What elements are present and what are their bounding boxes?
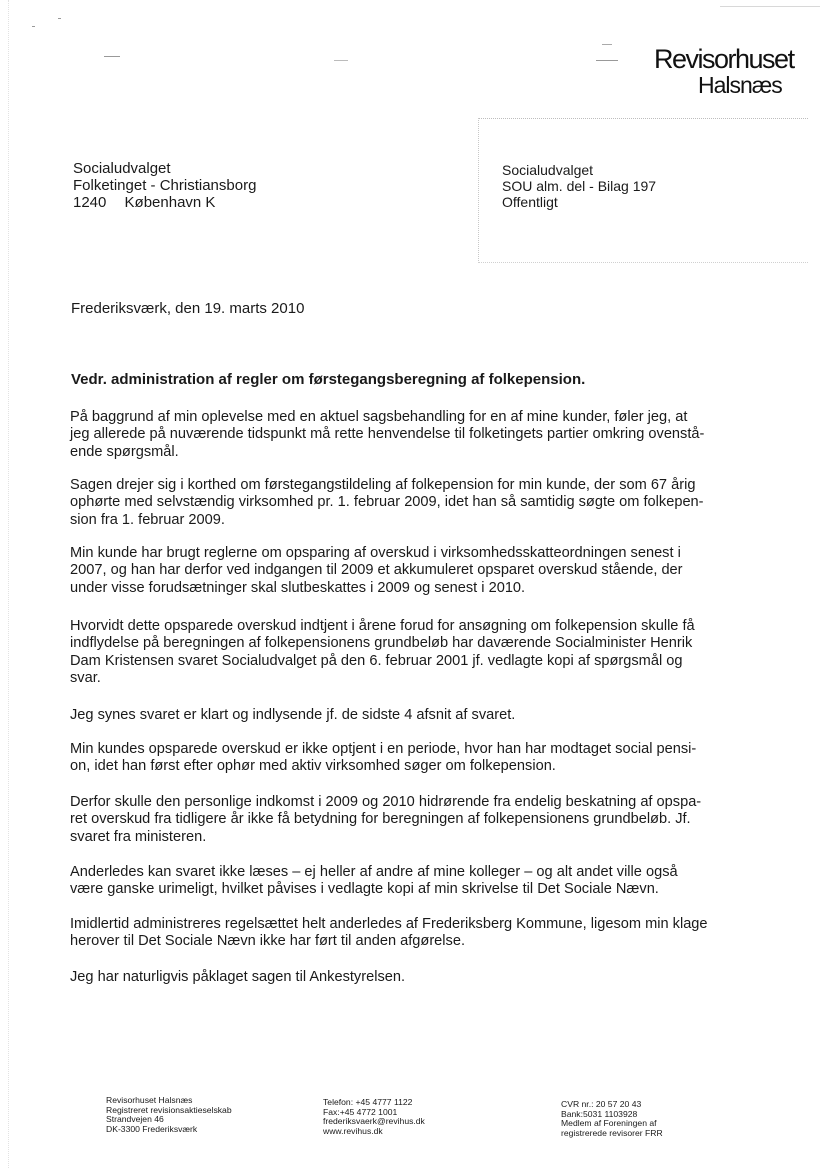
footer-line: www.revihus.dk	[323, 1125, 383, 1136]
text-line: ret overskud fra tidligere år ikke få betydning for beregningen af folkepensionens grundbeløb. Jf.	[70, 811, 691, 828]
scan-speck	[104, 56, 120, 57]
text-line: 2007, og han har derfor ved indgangen til 2009 et akkumuleret opsparet overskud stående, der	[70, 562, 683, 579]
body-paragraph-9	[70, 916, 736, 951]
text-line: ophørte med selvstændig virksomhed pr. 1. februar 2009, idet han så samtidig søgte om folkepen-	[70, 494, 704, 511]
reference-line: SOU alm. del - Bilag 197	[502, 178, 657, 194]
text-line: ende spørgsmål.	[70, 443, 179, 460]
scan-speck	[602, 44, 612, 45]
reference-block	[502, 162, 656, 210]
recipient-line: Folketinget - Christiansborg	[73, 177, 257, 194]
footer-line: Registreret revisionsaktieselskab	[106, 1104, 232, 1115]
body-paragraph-5	[70, 707, 736, 724]
logo-line-1: Revisorhuset	[654, 44, 794, 74]
footer-line: Fax:+45 4772 1001	[323, 1106, 398, 1117]
recipient-postal-code: 1240	[73, 194, 107, 211]
footer-line: registrerede revisorer FRR	[561, 1127, 663, 1138]
text-line: På baggrund af min oplevelse med en aktuel sagsbehandling for en af mine kunder, føler jeg, at	[70, 409, 688, 425]
footer-line: CVR nr.: 20 57 20 43	[561, 1099, 642, 1109]
company-logo	[648, 40, 798, 102]
text-line: Sagen drejer sig i korthed om førstegangstildeling af folkepension for min kunde, der som 67 årig	[70, 477, 696, 493]
scan-speck	[58, 18, 61, 19]
footer-company-info	[106, 1096, 232, 1134]
footer-line: frederiksvaerk@revihus.dk	[323, 1116, 425, 1127]
footer-contact-info	[323, 1098, 425, 1136]
body-paragraph-1	[70, 409, 736, 461]
scan-speck	[334, 60, 348, 61]
reference-line: Offentligt	[502, 194, 558, 210]
text-line: være ganske urimeligt, hvilket påvises i vedlagte kopi af min skrivelse til Det Sociale Nævn.	[70, 881, 659, 898]
text-line: sion fra 1. februar 2009.	[70, 511, 225, 528]
text-line: Dam Kristensen svaret Socialudvalget på den 6. februar 2001 jf. vedlagte kopi af spørgsmål og	[70, 652, 683, 669]
footer-line: Strandvejen 46	[106, 1114, 164, 1125]
text-line: Min kundes opsparede overskud er ikke optjent i en periode, hvor han har modtaget social pensi-	[70, 741, 697, 757]
text-line: Jeg synes svaret er klart og indlysende jf. de sidste 4 afsnit af svaret.	[70, 707, 516, 723]
footer-registration-info	[561, 1100, 663, 1138]
scan-speck	[596, 60, 618, 61]
text-line: svaret fra ministeren.	[70, 828, 207, 845]
text-line: jeg allerede på nuværende tidspunkt må rette henvendelse til folketingets partier omkring ovenstå-	[70, 426, 705, 443]
footer-line: Medlem af Foreningen af	[561, 1118, 657, 1129]
body-paragraph-6	[70, 741, 736, 776]
body-paragraph-8	[70, 864, 736, 899]
recipient-city-line	[73, 194, 256, 211]
letter-subject: Vedr. administration af regler om førstegangsberegning af folkepension.	[71, 371, 586, 388]
body-paragraph-10	[70, 969, 736, 986]
recipient-address	[73, 160, 256, 211]
text-line: under visse forudsætninger skal slutbeskattes i 2009 og senest i 2010.	[70, 579, 526, 596]
body-paragraph-7	[70, 794, 736, 846]
footer-line: Telefon: +45 4777 1122	[323, 1097, 413, 1107]
text-line: Hvorvidt dette opsparede overskud indtjent i årene forud for ansøgning om folkepension skulle få	[70, 618, 695, 634]
logo-line-2: Halsnæs	[698, 72, 782, 98]
body-paragraph-2	[70, 477, 736, 529]
text-line: Jeg har naturligvis påklaget sagen til Ankestyrelsen.	[70, 969, 406, 985]
text-line: Anderledes kan svaret ikke læses – ej heller af andre af mine kolleger – og alt andet ville også	[70, 864, 678, 880]
footer-line: DK-3300 Frederiksværk	[106, 1123, 198, 1134]
footer-line: Bank:5031 1103928	[561, 1108, 638, 1119]
recipient-city: København K	[124, 194, 216, 211]
text-line: indflydelse på beregningen af folkepensionens grundbeløb har daværende Socialminister Henrik	[70, 635, 693, 652]
text-line: herover til Det Sociale Nævn ikke har ført til anden afgørelse.	[70, 933, 466, 950]
reference-frame-top	[478, 118, 808, 119]
text-line: svar.	[70, 669, 101, 686]
footer-line: Revisorhuset Halsnæs	[106, 1095, 193, 1105]
text-line: Imidlertid administreres regelsættet helt anderledes af Frederiksberg Kommune, ligesom min klage	[70, 916, 708, 932]
text-line: Min kunde har brugt reglerne om opsparing af overskud i virksomhedsskatteordningen senest i	[70, 545, 681, 561]
recipient-line: Socialudvalget	[73, 160, 171, 177]
text-line: Derfor skulle den personlige indkomst i 2009 og 2010 hidrørende fra endelig beskatning af opspa-	[70, 794, 702, 810]
reference-frame-left	[478, 118, 479, 263]
scan-speck	[32, 26, 35, 27]
body-paragraph-4	[70, 618, 736, 687]
letter-date: Frederiksværk, den 19. marts 2010	[71, 300, 305, 317]
text-line: on, idet han først efter ophør med aktiv virksomhed søger om folkepension.	[70, 758, 556, 775]
reference-frame-bottom	[478, 262, 808, 263]
scan-edge-line	[8, 0, 9, 1168]
body-paragraph-3	[70, 545, 736, 597]
scan-top-edge	[720, 6, 820, 7]
reference-line: Socialudvalget	[502, 162, 594, 178]
